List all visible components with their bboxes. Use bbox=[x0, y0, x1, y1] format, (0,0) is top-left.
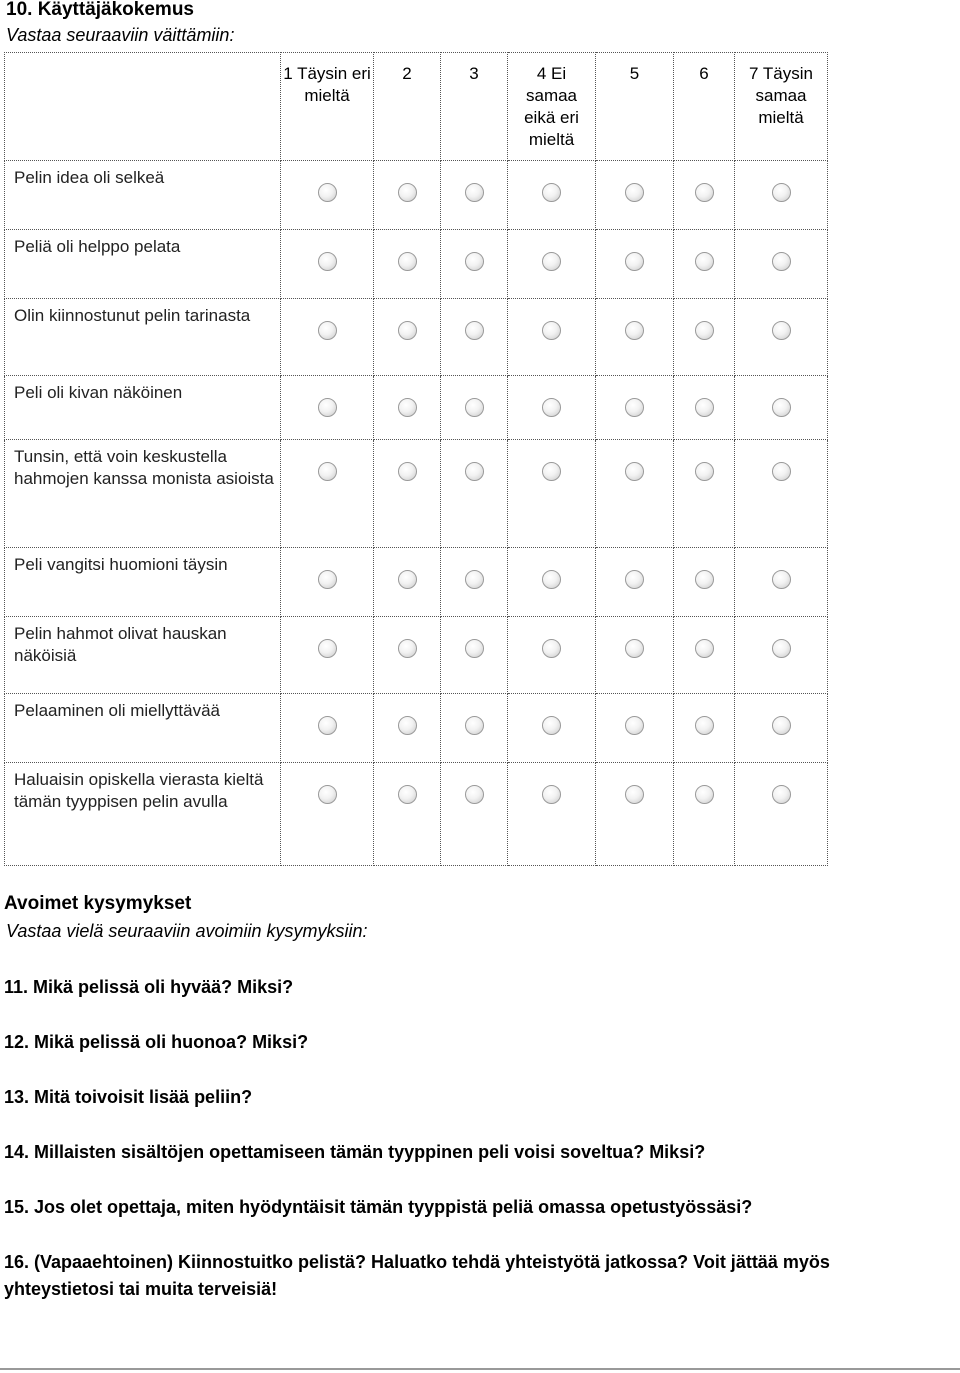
radio-button-1[interactable] bbox=[318, 252, 337, 271]
radio-button-1[interactable] bbox=[318, 183, 337, 202]
radio-cell bbox=[508, 617, 596, 694]
question-13: 13. Mitä toivoisit lisää peliin? bbox=[4, 1087, 253, 1107]
radio-cell bbox=[508, 548, 596, 617]
statement-row bbox=[5, 376, 828, 440]
radio-cell bbox=[441, 440, 508, 548]
question-12: 12. Mikä pelissä oli huonoa? Miksi? bbox=[4, 1032, 309, 1052]
radio-cell bbox=[441, 694, 508, 763]
radio-cell bbox=[508, 376, 596, 440]
statement-label: Haluaisin opiskella vierasta kieltä tämän tyyppisen pelin avulla bbox=[5, 763, 281, 866]
radio-button-1[interactable] bbox=[318, 570, 337, 589]
radio-button-2[interactable] bbox=[398, 321, 417, 340]
radio-cell bbox=[508, 440, 596, 548]
radio-button-3[interactable] bbox=[465, 716, 484, 735]
open-section-instruction: Vastaa vielä seuraaviin avoimiin kysymyksiin: bbox=[6, 921, 368, 941]
radio-button-2[interactable] bbox=[398, 570, 417, 589]
radio-cell bbox=[281, 548, 374, 617]
radio-button-2[interactable] bbox=[398, 639, 417, 658]
radio-button-1[interactable] bbox=[318, 321, 337, 340]
radio-button-7[interactable] bbox=[772, 462, 791, 481]
scale-header-1: 1 Täysin eri mieltä bbox=[281, 53, 374, 161]
radio-cell bbox=[674, 161, 735, 230]
radio-cell bbox=[508, 230, 596, 299]
statement-label: Pelaaminen oli miellyttävää bbox=[5, 694, 281, 763]
radio-button-4[interactable] bbox=[542, 252, 561, 271]
radio-button-1[interactable] bbox=[318, 639, 337, 658]
radio-button-7[interactable] bbox=[772, 570, 791, 589]
scale-header-7: 7 Täysin samaa mieltä bbox=[735, 53, 828, 161]
radio-cell bbox=[596, 299, 674, 376]
radio-button-7[interactable] bbox=[772, 716, 791, 735]
radio-cell bbox=[281, 440, 374, 548]
statement-label: Pelin hahmot olivat hauskan näköisiä bbox=[5, 617, 281, 694]
question-15: 15. Jos olet opettaja, miten hyödyntäisit tämän tyyppistä peliä omassa opetustyössäsi? bbox=[4, 1197, 753, 1217]
radio-button-6[interactable] bbox=[695, 462, 714, 481]
radio-button-1[interactable] bbox=[318, 785, 337, 804]
radio-cell bbox=[674, 230, 735, 299]
radio-button-5[interactable] bbox=[625, 639, 644, 658]
radio-cell bbox=[281, 694, 374, 763]
radio-cell bbox=[596, 548, 674, 617]
question-14: 14. Millaisten sisältöjen opettamiseen tämän tyyppinen peli voisi soveltua? Miksi? bbox=[4, 1142, 706, 1162]
radio-button-3[interactable] bbox=[465, 462, 484, 481]
radio-cell bbox=[281, 230, 374, 299]
radio-button-2[interactable] bbox=[398, 716, 417, 735]
radio-cell bbox=[735, 299, 828, 376]
radio-cell bbox=[596, 376, 674, 440]
radio-button-4[interactable] bbox=[542, 183, 561, 202]
radio-button-7[interactable] bbox=[772, 183, 791, 202]
question-11: 11. Mikä pelissä oli hyvää? Miksi? bbox=[4, 977, 294, 997]
header-empty-cell bbox=[5, 53, 281, 161]
radio-cell bbox=[374, 694, 441, 763]
radio-button-3[interactable] bbox=[465, 321, 484, 340]
scale-header-3: 3 bbox=[441, 53, 508, 161]
radio-button-4[interactable] bbox=[542, 639, 561, 658]
radio-cell bbox=[508, 694, 596, 763]
radio-cell bbox=[374, 548, 441, 617]
radio-cell bbox=[735, 440, 828, 548]
radio-button-6[interactable] bbox=[695, 252, 714, 271]
radio-button-1[interactable] bbox=[318, 398, 337, 417]
scale-header-2: 2 bbox=[374, 53, 441, 161]
radio-button-2[interactable] bbox=[398, 398, 417, 417]
radio-button-4[interactable] bbox=[542, 321, 561, 340]
radio-cell bbox=[281, 763, 374, 866]
radio-button-2[interactable] bbox=[398, 183, 417, 202]
radio-button-2[interactable] bbox=[398, 785, 417, 804]
statement-label: Pelin idea oli selkeä bbox=[5, 161, 281, 230]
statement-row bbox=[5, 230, 828, 299]
radio-cell bbox=[596, 763, 674, 866]
radio-cell bbox=[735, 617, 828, 694]
radio-button-7[interactable] bbox=[772, 252, 791, 271]
radio-button-5[interactable] bbox=[625, 716, 644, 735]
radio-cell bbox=[374, 230, 441, 299]
radio-button-5[interactable] bbox=[625, 321, 644, 340]
radio-button-7[interactable] bbox=[772, 785, 791, 804]
statement-row bbox=[5, 763, 828, 866]
radio-cell bbox=[674, 694, 735, 763]
open-section-title: Avoimet kysymykset bbox=[4, 893, 192, 914]
radio-button-6[interactable] bbox=[695, 639, 714, 658]
radio-cell bbox=[281, 617, 374, 694]
radio-cell bbox=[374, 161, 441, 230]
radio-cell bbox=[441, 161, 508, 230]
radio-cell bbox=[508, 161, 596, 230]
statement-row bbox=[5, 617, 828, 694]
question-16: 16. (Vapaaehtoinen) Kiinnostuitko pelistä? Haluatko tehdä yhteistyötä jatkossa? Voit jättää myös yhteystietosi tai muita terveisiä! bbox=[4, 1252, 830, 1299]
radio-cell bbox=[674, 299, 735, 376]
radio-cell bbox=[735, 230, 828, 299]
radio-button-7[interactable] bbox=[772, 639, 791, 658]
radio-cell bbox=[735, 694, 828, 763]
radio-button-6[interactable] bbox=[695, 716, 714, 735]
radio-button-1[interactable] bbox=[318, 462, 337, 481]
radio-button-6[interactable] bbox=[695, 570, 714, 589]
radio-button-4[interactable] bbox=[542, 462, 561, 481]
footer-divider bbox=[0, 1368, 960, 1371]
radio-cell bbox=[281, 299, 374, 376]
statement-row bbox=[5, 440, 828, 548]
radio-button-6[interactable] bbox=[695, 785, 714, 804]
radio-button-5[interactable] bbox=[625, 785, 644, 804]
radio-button-4[interactable] bbox=[542, 716, 561, 735]
radio-cell bbox=[374, 617, 441, 694]
radio-cell bbox=[596, 440, 674, 548]
scale-header-4: 4 Ei samaa eikä eri mieltä bbox=[508, 53, 596, 161]
radio-cell bbox=[281, 161, 374, 230]
radio-button-4[interactable] bbox=[542, 570, 561, 589]
radio-button-3[interactable] bbox=[465, 398, 484, 417]
radio-cell bbox=[374, 440, 441, 548]
statement-label: Olin kiinnostunut pelin tarinasta bbox=[5, 299, 281, 376]
radio-button-1[interactable] bbox=[318, 716, 337, 735]
radio-cell bbox=[441, 548, 508, 617]
statement-label: Tunsin, että voin keskustella hahmojen kanssa monista asioista bbox=[5, 440, 281, 548]
radio-cell bbox=[596, 617, 674, 694]
radio-cell bbox=[674, 440, 735, 548]
radio-cell bbox=[674, 376, 735, 440]
radio-cell bbox=[735, 548, 828, 617]
statement-row bbox=[5, 161, 828, 230]
radio-cell bbox=[374, 763, 441, 866]
radio-button-5[interactable] bbox=[625, 462, 644, 481]
section-title: 10. Käyttäjäkokemus bbox=[6, 0, 194, 20]
radio-button-7[interactable] bbox=[772, 321, 791, 340]
radio-cell bbox=[596, 230, 674, 299]
radio-cell bbox=[508, 763, 596, 866]
radio-button-3[interactable] bbox=[465, 639, 484, 658]
radio-button-4[interactable] bbox=[542, 398, 561, 417]
radio-cell bbox=[441, 230, 508, 299]
radio-cell bbox=[596, 161, 674, 230]
likert-table bbox=[4, 52, 828, 866]
radio-button-5[interactable] bbox=[625, 252, 644, 271]
radio-cell bbox=[281, 376, 374, 440]
radio-button-3[interactable] bbox=[465, 785, 484, 804]
statement-row bbox=[5, 694, 828, 763]
radio-cell bbox=[374, 299, 441, 376]
radio-cell bbox=[674, 617, 735, 694]
statement-label: Peliä oli helppo pelata bbox=[5, 230, 281, 299]
radio-button-5[interactable] bbox=[625, 398, 644, 417]
radio-button-6[interactable] bbox=[695, 183, 714, 202]
radio-button-6[interactable] bbox=[695, 398, 714, 417]
radio-button-3[interactable] bbox=[465, 183, 484, 202]
statement-label: Peli oli kivan näköinen bbox=[5, 376, 281, 440]
radio-cell bbox=[674, 763, 735, 866]
statement-label: Peli vangitsi huomioni täysin bbox=[5, 548, 281, 617]
radio-cell bbox=[374, 376, 441, 440]
radio-cell bbox=[735, 376, 828, 440]
radio-button-3[interactable] bbox=[465, 570, 484, 589]
radio-cell bbox=[441, 763, 508, 866]
scale-header-6: 6 bbox=[674, 53, 735, 161]
radio-cell bbox=[441, 376, 508, 440]
radio-cell bbox=[441, 299, 508, 376]
scale-header-5: 5 bbox=[596, 53, 674, 161]
radio-cell bbox=[674, 548, 735, 617]
section-instruction: Vastaa seuraaviin väittämiin: bbox=[6, 25, 235, 45]
radio-button-7[interactable] bbox=[772, 398, 791, 417]
statement-row bbox=[5, 548, 828, 617]
radio-button-5[interactable] bbox=[625, 183, 644, 202]
radio-cell bbox=[508, 299, 596, 376]
radio-button-6[interactable] bbox=[695, 321, 714, 340]
scale-header-row bbox=[5, 53, 828, 161]
radio-button-5[interactable] bbox=[625, 570, 644, 589]
radio-cell bbox=[735, 161, 828, 230]
radio-cell bbox=[596, 694, 674, 763]
radio-button-3[interactable] bbox=[465, 252, 484, 271]
radio-cell bbox=[735, 763, 828, 866]
radio-button-2[interactable] bbox=[398, 252, 417, 271]
radio-button-4[interactable] bbox=[542, 785, 561, 804]
radio-button-2[interactable] bbox=[398, 462, 417, 481]
statement-row bbox=[5, 299, 828, 376]
radio-cell bbox=[441, 617, 508, 694]
